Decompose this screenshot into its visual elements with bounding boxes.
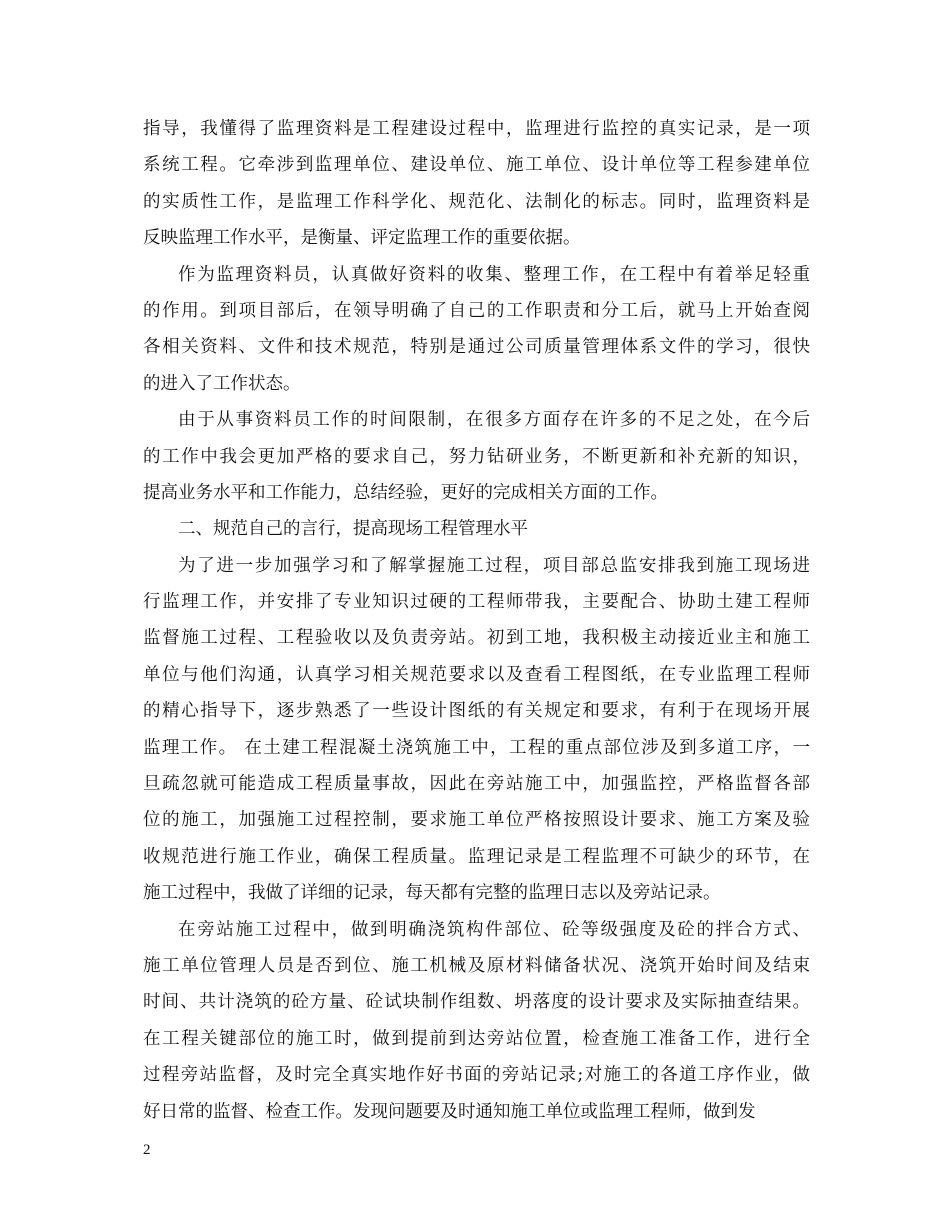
page-number: 2 bbox=[143, 1142, 151, 1158]
paragraph-2-line: 的作用。到项目部后，在领导明确了自己的工作职责和分工后，就马上开始查阅 bbox=[143, 300, 810, 321]
paragraph-5-line: 监督施工过程、工程验收以及负责旁站。初到工地，我积极主动接近业主和施工 bbox=[143, 628, 810, 649]
paragraph-4-line: 二、规范自己的言行，提高现场工程管理水平 bbox=[178, 519, 528, 540]
paragraph-6-line: 在工程关键部位的施工时，做到提前到达旁站位置，检查施工准备工作，进行全 bbox=[143, 1028, 810, 1049]
paragraph-1-line: 指导，我懂得了监理资料是工程建设过程中，监理进行监控的真实记录，是一项 bbox=[143, 119, 810, 139]
paragraph-5-line: 监理工作。 在土建工程混凝土浇筑施工中，工程的重点部位涉及到多道工序，一 bbox=[143, 737, 810, 758]
paragraph-1-line: 的实质性工作，是监理工作科学化、规范化、法制化的标志。同时，监理资料是 bbox=[143, 191, 810, 212]
paragraph-1-line: 反映监理工作水平，是衡量、评定监理工作的重要依据。 bbox=[143, 228, 581, 249]
paragraph-6-line: 施工单位管理人员是否到位、施工机械及原材料储备状况、浇筑开始时间及结束 bbox=[143, 955, 810, 976]
paragraph-6-line: 时间、共计浇筑的砼方量、砼试块制作组数、坍落度的设计要求及实际抽查结果。 bbox=[143, 992, 810, 1013]
paragraph-5-line: 施工过程中，我做了详细的记录，每天都有完整的监理日志以及旁站记录。 bbox=[143, 883, 721, 904]
paragraph-5-line: 位的施工，加强施工过程控制，要求施工单位严格按照设计要求、施工方案及验 bbox=[143, 810, 810, 831]
paragraph-2-line: 各相关资料、文件和技术规范，特别是通过公司质量管理体系文件的学习，很快 bbox=[143, 337, 810, 358]
paragraph-2-line: 作为监理资料员，认真做好资料的收集、整理工作，在工程中有着举足轻重 bbox=[178, 264, 810, 285]
paragraph-3-line: 提高业务水平和工作能力，总结经验，更好的完成相关方面的工作。 bbox=[143, 482, 668, 503]
paragraph-6-line: 过程旁站监督，及时完全真实地作好书面的旁站记录;对施工的各道工序作业，做 bbox=[143, 1065, 810, 1086]
paragraph-5-line: 行监理工作，并安排了专业知识过硬的工程师带我，主要配合、协助土建工程师 bbox=[143, 592, 810, 613]
paragraph-2-line: 的进入了工作状态。 bbox=[143, 373, 301, 394]
paragraph-5-line: 单位与他们沟通，认真学习相关规范要求以及查看工程图纸，在专业监理工程师 bbox=[143, 664, 810, 685]
paragraph-6-line: 好日常的监督、检查工作。发现问题要及时通知施工单位或监理工程师，做到发 bbox=[143, 1101, 756, 1122]
paragraph-5-line: 收规范进行施工作业，确保工程质量。监理记录是工程监理不可缺少的环节，在 bbox=[143, 846, 810, 867]
paragraph-1-line: 系统工程。它牵涉到监理单位、建设单位、施工单位、设计单位等工程参建单位 bbox=[143, 155, 810, 176]
paragraph-6-line: 在旁站施工过程中，做到明确浇筑构件部位、砼等级强度及砼的拌合方式、 bbox=[178, 919, 810, 940]
paragraph-5-line: 为了进一步加强学习和了解掌握施工过程，项目部总监安排我到施工现场进 bbox=[178, 555, 810, 576]
paragraph-3-line: 由于从事资料员工作的时间限制，在很多方面存在许多的不足之处，在今后 bbox=[178, 410, 810, 431]
paragraph-3-line: 的工作中我会更加严格的要求自己，努力钻研业务，不断更新和补充新的知识， bbox=[143, 446, 810, 467]
paragraph-5-line: 的精心指导下，逐步熟悉了一些设计图纸的有关规定和要求，有利于在现场开展 bbox=[143, 701, 810, 722]
paragraph-5-line: 旦疏忽就可能造成工程质量事故，因此在旁站施工中，加强监控，严格监督各部 bbox=[143, 774, 810, 795]
document-body bbox=[143, 111, 810, 1130]
